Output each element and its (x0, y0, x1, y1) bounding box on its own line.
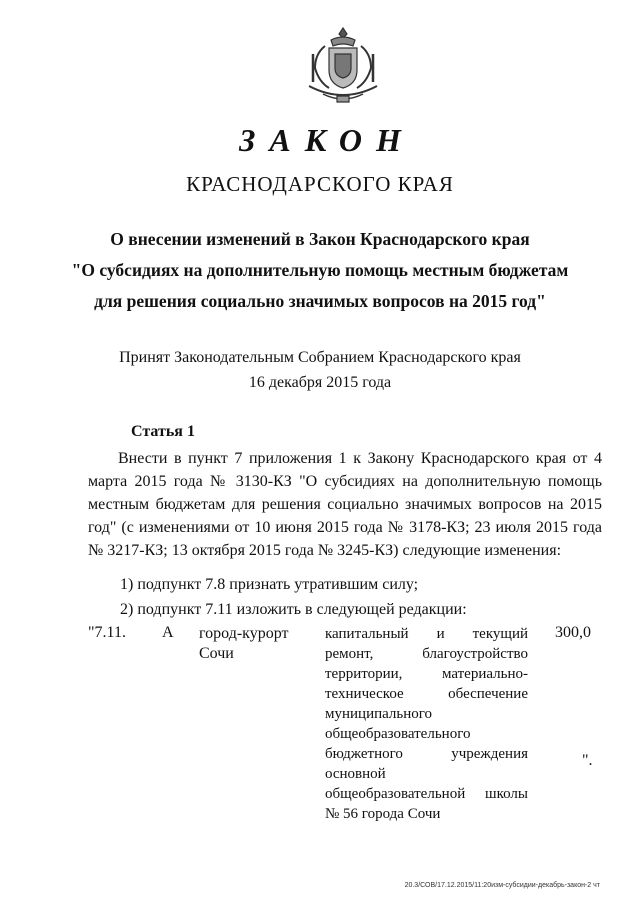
adoption-block (0, 345, 640, 395)
row-number: "7.11. (88, 624, 126, 641)
heading-line-3: для решения социально значимых вопросов на 2015 год" (94, 291, 546, 311)
article-item-2: 2) подпункт 7.11 изложить в следующей редакции: (120, 601, 467, 618)
law-subtitle: КРАСНОДАРСКОГО КРАЯ (186, 172, 454, 196)
file-reference: 20.3/СОВ/17.12.2015/11:20изм-субсидии-декабрь-закон-2 чт (404, 882, 600, 889)
row-description: капитальный и текущий ремонт, благоустройство территории, материально-техническое обеспечение муниципального общеобразовательного бюджетного учреждения основной общеобразовательной школы № 56 города Сочи (325, 626, 528, 822)
row-amount: 300,0 (555, 624, 591, 641)
law-heading (0, 224, 640, 317)
row-closing-quote: ". (582, 752, 593, 769)
adoption-date: 16 декабря 2015 года (248, 374, 392, 391)
row-municipality: город-курорт Сочи (199, 625, 289, 662)
row-category: А (162, 624, 174, 641)
law-title: ЗАКОН (239, 122, 415, 158)
article-item-1: 1) подпункт 7.8 признать утратившим силу; (120, 576, 419, 593)
article-paragraph: Внести в пункт 7 приложения 1 к Закону Краснодарского края от 4 марта 2015 года № 3130-КЗ "О субсидиях на дополнительную помощь местным бюджетам для решения социально значимых вопросов на 2015 год" (с изменениями от 10 июня 2015 года № 3178-КЗ; 23 июля 2015 года № 3217-КЗ; 13 октября 2015 года № 3245-КЗ) следующие изменения: (88, 450, 602, 559)
coat-of-arms-icon (303, 24, 383, 106)
heading-line-1: О внесении изменений в Закон Краснодарского края (110, 229, 530, 249)
article-title: Статья 1 (131, 423, 195, 440)
heading-line-2: "О субсидиях на дополнительную помощь местным бюджетам (71, 260, 569, 280)
adoption-line-1: Принят Законодательным Собранием Краснодарского края (119, 349, 521, 366)
